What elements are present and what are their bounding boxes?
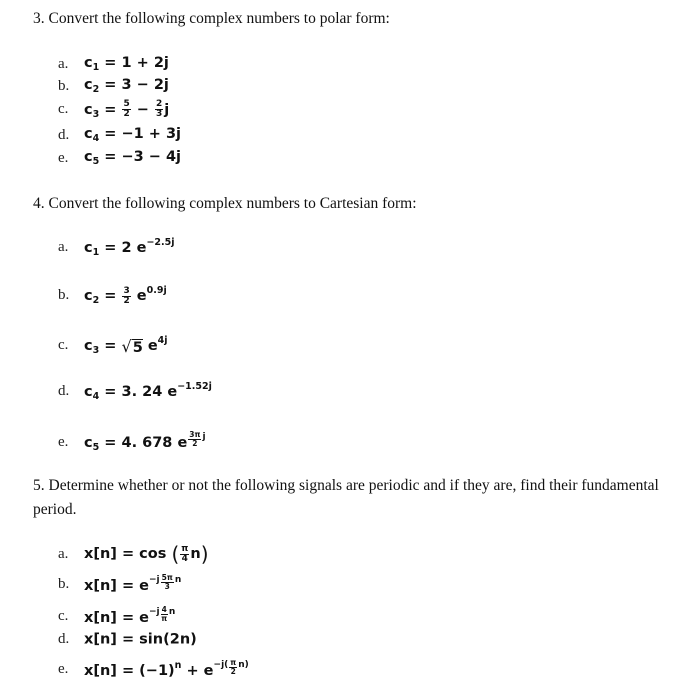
q3-item-d	[58, 126, 181, 148]
equation: $x[n] = e^{-j}$ $\frac{4}{\pi}$ $^n$	[84, 605, 176, 626]
q4-item-b	[58, 285, 167, 307]
item-label: b.	[58, 287, 70, 303]
item-label: d.	[58, 126, 70, 143]
q5-item-d	[58, 630, 197, 652]
item-label: e.	[58, 433, 69, 450]
square-root-icon: √5	[121, 336, 143, 356]
equation: $c_2$ = $\frac{3}{2}$ $e^{0.9j}$	[84, 285, 167, 306]
q3-item-e	[58, 149, 181, 171]
equation: x[n] = cos ( $\frac{\pi}{4}$ n)	[84, 542, 209, 566]
question-5-heading	[33, 474, 688, 522]
item-label: e.	[58, 149, 69, 166]
equation: $c_3$ = $\frac{5}{2}$ − $\frac{2}{3}$ j	[84, 99, 170, 120]
q5-item-b	[58, 574, 181, 596]
q3-item-b	[58, 77, 169, 99]
q4-item-c	[58, 335, 168, 357]
item-label: c.	[58, 101, 69, 118]
q5-item-c	[58, 606, 175, 628]
item-label: e.	[58, 660, 69, 677]
question-5-heading-line1: 5. Determine whether or not the following signals are periodic and if they are, find their fundamental	[33, 477, 659, 494]
equation: $c_1 = 2$ $e^{-2.5j}$	[84, 237, 175, 258]
item-label: d.	[58, 630, 70, 647]
q4-item-e	[58, 431, 206, 453]
equation: $c_5 = 4$. 678 e $\frac{3\pi}{2}$ $^j$	[84, 430, 206, 453]
item-label: b.	[58, 77, 70, 94]
item-label: a.	[58, 545, 69, 562]
q3-item-a	[58, 55, 169, 77]
item-label: d.	[58, 383, 70, 399]
q3-item-c	[58, 100, 169, 122]
question-5-heading-line2: period.	[33, 501, 77, 518]
equation: $x[n] = e^{-j}$ $\frac{5\pi}{3}$ $^n$	[84, 573, 182, 594]
equation: $x[n] = (-1)^n + e^{-j(}$ $\frac{\pi}{2}$ $^{n)}$	[84, 658, 249, 679]
equation: $c_2 = 3 - 2j$	[84, 77, 169, 96]
q5-item-a	[58, 542, 209, 564]
equation: $c_4 = -1 + 3j$	[84, 126, 182, 145]
equation: $c_4 = 3$. 24 $e^{-1.52j}$	[84, 381, 212, 402]
q5-item-e	[58, 659, 249, 681]
item-label: a.	[58, 55, 69, 72]
equation: $c_3 = √5$ $e^{4j}$	[84, 335, 168, 356]
q4-item-d	[58, 381, 212, 403]
item-label: b.	[58, 575, 70, 592]
item-label: a.	[58, 239, 69, 255]
item-label: c.	[58, 607, 69, 624]
question-4-heading: 4. Convert the following complex numbers to Cartesian form:	[33, 195, 417, 212]
equation: $c_5 = -3 - 4j$	[84, 149, 182, 168]
equation: $c_1 = 1 + 2j$	[84, 55, 169, 74]
question-3-heading: 3. Convert the following complex numbers to polar form:	[33, 10, 390, 27]
equation: x[n] = sin(2n)	[84, 631, 197, 648]
item-label: c.	[58, 337, 69, 353]
q4-item-a	[58, 237, 175, 259]
